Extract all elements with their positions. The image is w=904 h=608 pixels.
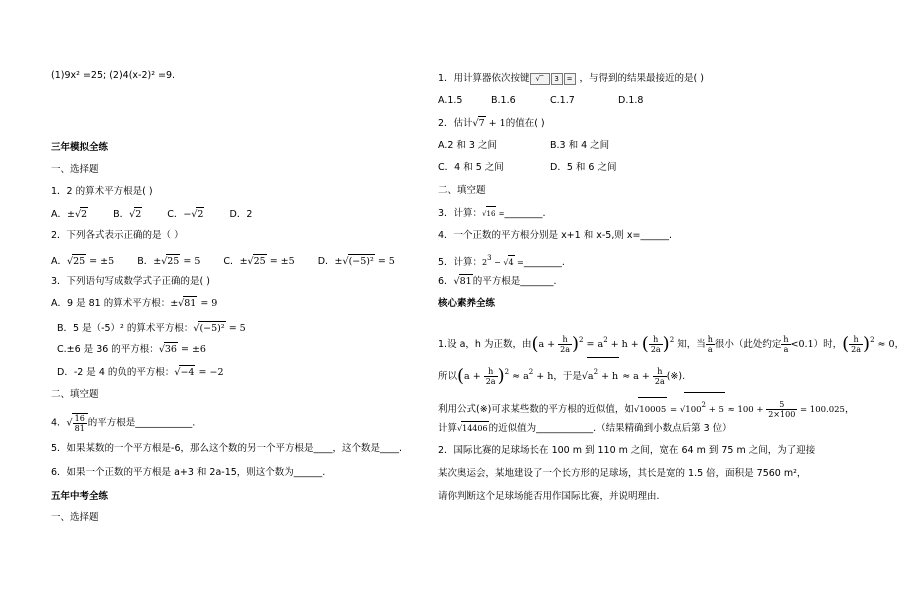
option-c: C． [167, 209, 184, 220]
top-equations: (1)9x² =25; (2)4(x-2)² =9. [51, 70, 176, 81]
r-section-sub-fill: 二、填空题 [438, 185, 486, 196]
question-3: 3．下列语句写成数学式子正确的是( ) [51, 276, 210, 287]
r-question-2: 2．估计√7 + 1的值在( ) [438, 118, 545, 129]
r-question-2-options-1: A.2 和 3 之间 B.3 和 4 之间 [438, 140, 610, 151]
r-question-3: 3．计算：√16 =________. [438, 208, 546, 219]
r-question-5: 5．计算：23 − √4 =________. [438, 254, 565, 268]
question-1-options: A．±√2 B．√2 C．−√2 D．2 [51, 209, 253, 220]
option-a: A． [51, 256, 67, 267]
question-1: 1．2 的算术平方根是( ) [51, 186, 153, 197]
core-line-2: 所以(a + $\frac{h}{2a}$ )$^2 \approx a^2 + h$，于是$√a^2 + h \approx a$ + $\frac{h}{2a}$ (※). [438, 357, 685, 385]
question-3-d: D．-2 是 4 的负的平方根：√−4 = −2 [57, 367, 224, 378]
section-sub-fill: 二、填空题 [51, 389, 99, 400]
question-5: 5．如果某数的一个平方根是-6，那么这个数的另一个平方根是____，这个数是____. [51, 443, 403, 454]
core-line-3: 利用公式(※)可求某些数的平方根的近似值，如$√10005 = √100^2 + 5 \approx 100$ + $\frac{5}{2\times 100}$ = 100.025， [438, 392, 854, 416]
option-a: A． [51, 209, 67, 220]
r-question-6: 6．√81的平方根是_______. [438, 276, 557, 287]
r-question-4: 4．一个正数的平方根分别是 x+1 和 x-5,则 x=______. [438, 230, 672, 241]
r-question-1-options: A.1.5 B.1.6 C.1.7 D.1.8 [438, 95, 644, 106]
core-line-4: 计算√14406的近似值为____________.（结果精确到小数点后第 3 位） [438, 423, 732, 434]
section-sub-choice: 一、选择题 [51, 164, 99, 175]
core-question-2-line-1: 2．国际比赛的足球场长在 100 m 到 110 m 之间，宽在 64 m 到 75 m 之间，为了迎接 [438, 445, 816, 456]
question-2: 2．下列各式表示正确的是（ ） [51, 230, 184, 241]
option-d: D．2 [229, 209, 253, 220]
core-question-2-line-2: 某次奥运会，某地建设了一个长方形的足球场，其长是宽的 1.5 倍，面积是 7560 m²， [438, 468, 807, 479]
question-2-options: A．√25 = ±5 B．±√25 = 5 C．±√25 = ±5 D．±√(−5)² = 5 [51, 256, 395, 267]
r-question-2-options-2: C．4 和 5 之间 D．5 和 6 之间 [438, 162, 617, 173]
core-question-2-line-3: 请你判断这个足球场能否用作国际比赛，并说明理由. [438, 491, 660, 502]
question-3-a: A．9 是 81 的算术平方根：±√81 = 9 [51, 298, 218, 309]
section-title-5yr: 五年中考全练 [51, 491, 109, 502]
section-title-3yr: 三年模拟全练 [51, 142, 109, 153]
question-4: 4．√ $\frac{16}{81}$ 的平方根是____________. [51, 414, 196, 433]
question-3-b: B．5 是（-5）² 的算术平方根：√(−5)² = 5 [57, 323, 246, 334]
option-d: D． [317, 256, 335, 267]
option-b: B． [137, 256, 154, 267]
r-section-title-core: 核心素养全练 [438, 298, 496, 309]
calculator-keys-icon: √‾ 3 = [530, 73, 580, 84]
option-c: C． [223, 256, 240, 267]
r-question-1: 1．用计算器依次按键 √‾ 3 = ，与得到的结果最接近的是( ) [438, 73, 704, 84]
core-line-1: 1.设 a，h 为正数，由(a + $\frac{h}{2a}$ )$^2 = a^2 + h$ + ( $\frac{h}{2a}$ )$^2$ 知，当 $\frac{h}{a}$ 很小（此处约定 $\frac{h}{a}$ <0.1）时，( $\frac{h}{2a}$ )$^2$ ≈ 0， [438, 333, 904, 355]
option-b: B． [113, 209, 130, 220]
section-sub-choice-2: 一、选择题 [51, 512, 99, 523]
question-3-c: C.±6 是 36 的平方根：√36 = ±6 [57, 344, 206, 355]
question-6: 6．如果一个正数的平方根是 a+3 和 2a-15，则这个数为______. [51, 467, 326, 478]
